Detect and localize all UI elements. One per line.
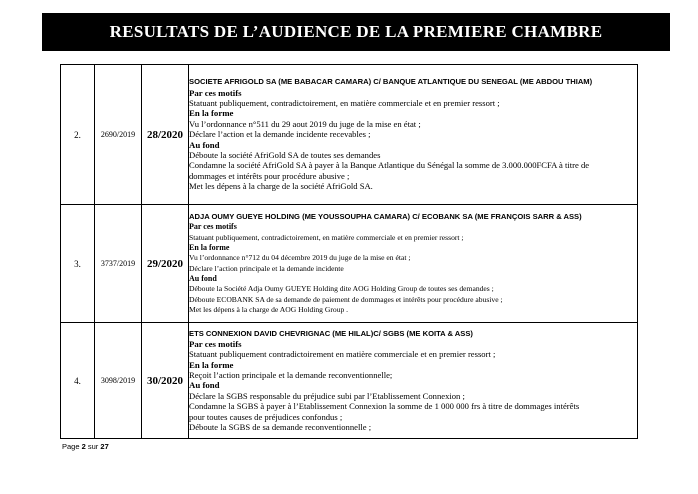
case-reference: 3737/2019	[95, 205, 142, 323]
table-row	[61, 65, 638, 205]
fond-line: Déclare la SGBS responsable du préjudice subi par l’Etablissement Connexion ;	[189, 390, 465, 401]
page-total: 27	[100, 442, 109, 451]
fond-line: Condamne la SGBS à payer à l’Etablissement Connexion la somme de 1 000 000 frs à titre de dommages intérêts	[189, 401, 580, 412]
motifs-heading: Par ces motifs	[189, 222, 237, 232]
forme-line: Déclare l’action principale et la demande incidente	[189, 263, 344, 273]
page-footer	[62, 442, 109, 451]
case-details	[189, 65, 638, 205]
motifs-text: Statuant publiquement, contradictoirement, en matière commerciale et en premier ressort ;	[189, 232, 464, 242]
fond-line: Met les dépens à la charge de AOG Holding Group .	[189, 304, 349, 314]
case-reference: 2690/2019	[95, 65, 142, 205]
row-number: 3.	[61, 205, 95, 323]
results-table	[60, 64, 638, 439]
judgment-number: 30/2020	[142, 323, 189, 439]
fond-line: Déboute la société AfriGold SA de toutes ses demandes	[189, 150, 381, 160]
forme-line: Vu l’ordonnance n°712 du 04 décembre 2019 du juge de la mise en état ;	[189, 253, 411, 263]
motifs-text: Statuant publiquement contradictoirement en matière commerciale et en premier ressort ;	[189, 349, 496, 360]
fond-heading: Au fond	[189, 380, 220, 391]
fond-heading: Au fond	[189, 139, 220, 150]
motifs-text: Statuant publiquement, contradictoirement, en matière commerciale et en premier ressort ;	[189, 97, 500, 108]
fond-line: dommages et intérêts pour procédure abusive ;	[189, 170, 350, 181]
fond-line: pour toutes causes de préjudices confondus ;	[189, 411, 343, 422]
row-number: 4.	[61, 323, 95, 439]
case-title: SOCIETE AFRIGOLD SA (ME BABACAR CAMARA) C/ BANQUE ATLANTIQUE DU SENEGAL (ME ABDOU THIAM)	[189, 77, 593, 87]
fond-line: Déboute la Société Adja Oumy GUEYE Holding dite AOG Holding Group de toutes ses demandes ;	[189, 284, 494, 294]
page-of-label: sur	[87, 442, 99, 451]
judgment-number: 29/2020	[142, 205, 189, 323]
forme-line: Reçoit l’action principale et la demande reconventionnelle;	[189, 369, 393, 380]
case-details	[189, 323, 638, 439]
motifs-heading: Par ces motifs	[189, 338, 242, 349]
fond-line: Met les dépens à la charge de la société AfriGold SA.	[189, 181, 373, 192]
page-number: 2	[81, 442, 86, 451]
forme-heading: En la forme	[189, 242, 230, 252]
page-label: Page	[62, 442, 80, 451]
judgment-number: 28/2020	[142, 65, 189, 205]
page-banner	[42, 13, 670, 51]
forme-line: Déclare l’action et la demande incidente recevables ;	[189, 129, 371, 140]
row-number: 2.	[61, 65, 95, 205]
forme-line: Vu l’ordonnance n°511 du 29 aout 2019 du juge de la mise en état ;	[189, 118, 421, 129]
case-reference: 3098/2019	[95, 323, 142, 439]
table-row	[61, 205, 638, 323]
banner-title: RESULTATS DE L’AUDIENCE DE LA PREMIERE CHAMBRE	[109, 22, 603, 41]
forme-heading: En la forme	[189, 108, 234, 119]
table-row	[61, 323, 638, 439]
forme-heading: En la forme	[189, 359, 234, 370]
case-title: ADJA OUMY GUEYE HOLDING (ME YOUSSOUPHA CAMARA) C/ ECOBANK SA (ME FRANÇOIS SARR & ASS)	[189, 211, 582, 221]
fond-line: Condamne la société AfriGold SA à payer à la Banque Atlantique du Sénégal la somme de 3.000.000FCFA à titre de	[189, 160, 590, 171]
fond-heading: Au fond	[189, 273, 217, 283]
motifs-heading: Par ces motifs	[189, 87, 242, 98]
fond-line: Déboute ECOBANK SA de sa demande de paiement de dommages et intérêts pour procédure abusive ;	[189, 294, 503, 304]
fond-line: Déboute la SGBS de sa demande reconventionnelle ;	[189, 422, 372, 433]
case-details	[189, 205, 638, 323]
case-title: ETS CONNEXION DAVID CHEVRIGNAC (ME HILAL)C/ SGBS (ME KOITA & ASS)	[189, 328, 473, 338]
